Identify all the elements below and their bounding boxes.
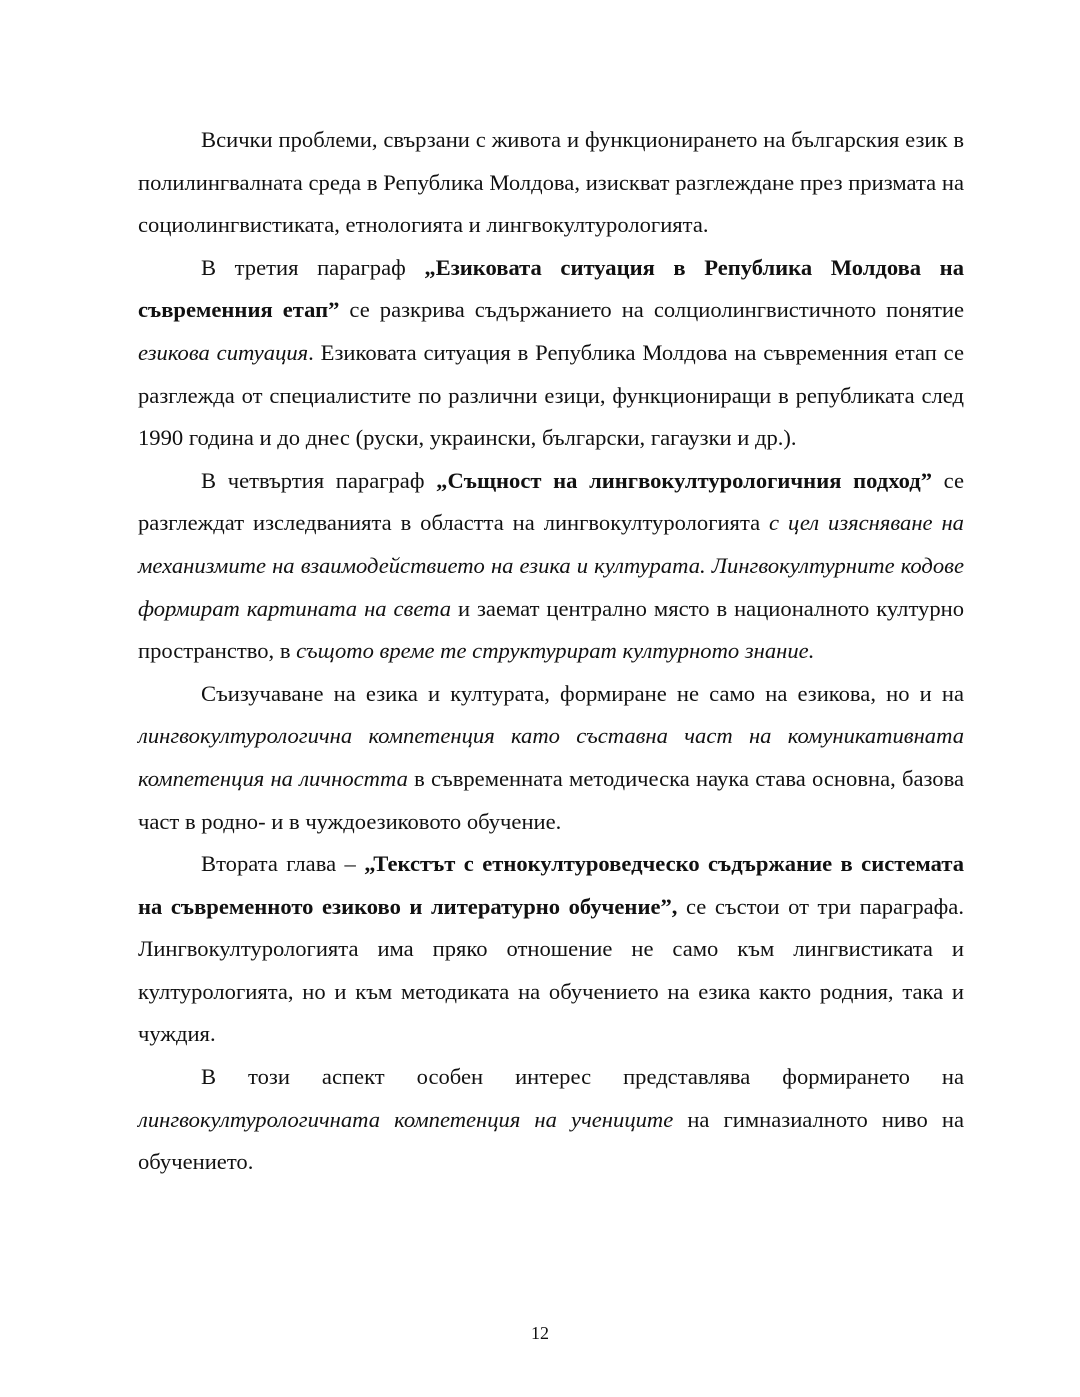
text-run: в съвременната методическа наука става основна, базова част в родно- и в чуждоезиковото обучение. — [138, 765, 964, 834]
italic-term: лингвокултурологичната компетенция на учениците — [138, 1106, 674, 1132]
text-run: Съизучаване на езика и културата, формиране не само на езикова, но и на — [201, 680, 964, 706]
paragraph — [138, 1056, 964, 1184]
text-run: на гимназиалното ниво на обучението. — [138, 1106, 964, 1175]
text-run: се разкрива съдържанието на солциолингвистичното понятие — [339, 297, 964, 323]
text-run: се състои от три параграфа. Лингвокултурологията има пряко отношение не само към лингвистиката и културологията, но и към методиката на обучението на езика както родния, така и чуждия. — [138, 893, 964, 1047]
paragraph — [138, 247, 964, 460]
bold-section-title: „Езиковата ситуация в Република Молдова на съвременния етап” — [138, 254, 964, 323]
bold-section-title: „Същност на лингвокултурологичния подход” — [436, 467, 932, 493]
text-run: В този аспект особен интерес представлява формирането на — [201, 1064, 964, 1090]
text-run: Втората глава – — [201, 851, 365, 877]
bold-section-title: „Текстът с етнокултуроведческо съдържание в системата на съвременното езиково и литературно обучение”, — [138, 851, 964, 919]
italic-term: с цел изясняване на механизмите на взаимодействието на езика и културата. Лингвокултурните кодове формират картината на света — [138, 510, 964, 621]
text-run: Всички проблеми, свързани с живота и функционирането на българския език в полилингвалната среда в Република Молдова, изискват разглеждане през призмата на социолингвистиката, етнологията и лингвокултурологията. — [138, 127, 964, 238]
text-run: В четвъртия параграф — [201, 467, 437, 493]
italic-term: езикова ситуация — [138, 339, 309, 365]
paragraph — [138, 843, 964, 1056]
italic-term: лингвокултурологична компетенция като съставна част на комуникативната компетенция на личността — [138, 723, 964, 791]
italic-term: същото време те структурират културното знание. — [296, 638, 815, 664]
paragraph — [138, 673, 964, 843]
text-run: се разглеждат изследванията в областта на лингвокултурологията — [138, 467, 964, 536]
page-number: 12 — [531, 1323, 549, 1343]
paragraph — [138, 460, 964, 673]
page-body — [138, 119, 964, 1184]
text-run: В третия параграф — [201, 254, 425, 280]
paragraph — [138, 119, 964, 247]
text-run: . Езиковата ситуация в Република Молдова на съвременния етап се разглежда от специалистите по различни езици, функциониращи в републиката след 1990 година и до днес (руски, украински, български, гагаузки и др.). — [138, 339, 964, 451]
text-run: и заемат централно място в националното културно пространство, в — [138, 595, 965, 664]
